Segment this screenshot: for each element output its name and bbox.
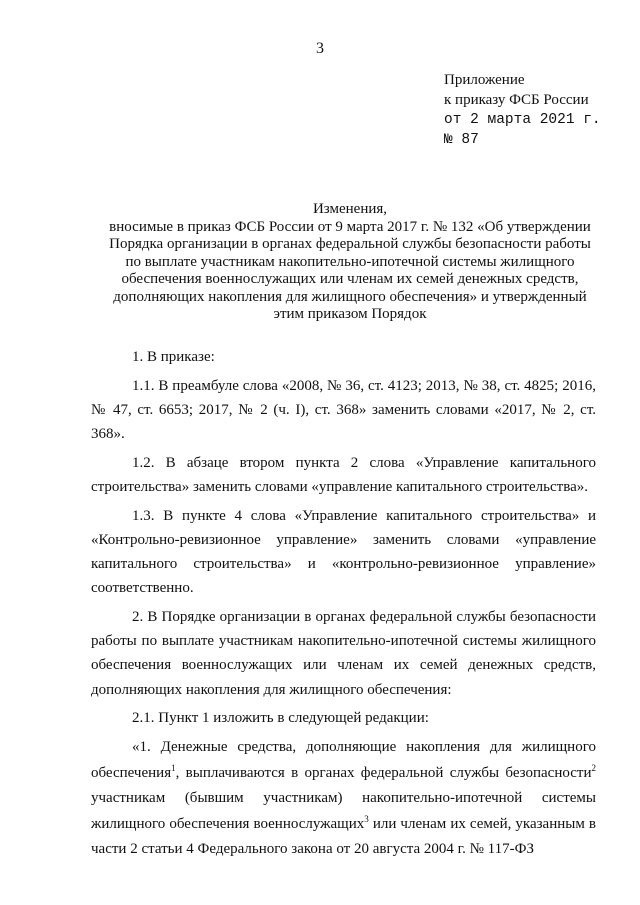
document-body [91,345,596,867]
paragraph-quote [91,735,596,863]
footnote-ref-2: 2 [591,762,596,773]
quote-part-3: участникам (бывшим участникам) накопительно-ипотечной системы жилищного обеспечения военнослужащих [91,790,596,832]
title-line-7: этим приказом Порядок [273,306,427,322]
paragraph-1: 1. В приказе: [132,349,215,365]
attachment-date: от 2 марта 2021 г. [444,112,601,128]
paragraph-1-3: 1.3. В пункте 4 слова «Управление капитального строительства» и «Контрольно-ревизионное управление» заменить словами «управление капитального строительства» и «контрольно-ревизионное управление» соответственно. [91,507,596,597]
paragraph-1-2: 1.2. В абзаце втором пункта 2 слова «Управление капитального строительства» заменить словами «управление капитального строительства». [91,454,596,496]
footnote-ref-1: 1 [171,762,176,773]
document-title [80,201,620,324]
footnote-ref-3: 3 [364,813,369,824]
title-line-5: обеспечения военнослужащих или членам их семей денежных средств, [121,271,579,287]
attachment-label: Приложение [444,72,525,88]
title-line-6: дополняющих накопления для жилищного обеспечения» и утвержденный [113,288,587,305]
attachment-number: № 87 [444,132,479,148]
quote-part-4: или членам их семей, указанным в части 2 статьи 4 Федерального закона от 20 августа 2004 г. № 117-ФЗ [91,815,596,858]
paragraph-2-1: 2.1. Пункт 1 изложить в следующей редакции: [132,710,429,727]
title-line-3: Порядка организации в органах федеральной службы безопасности работы [109,236,591,252]
paragraph-2: 2. В Порядке организации в органах федеральной службы безопасности работы по выплате участникам накопительно-ипотечной системы жилищного обеспечения военнослужащих или членам их семей денежных средств, дополняющих накопления для жилищного обеспечения: [91,609,596,698]
quote-part-2: , выплачиваются в органах федеральной службы безопасности [175,764,592,781]
quote-part-1: «1. Денежные средства, дополняющие накопления для жилищного обеспечения [91,739,596,781]
attachment-order-ref: к приказу ФСБ России [444,92,589,108]
title-line-2: вносимые в приказ ФСБ России от 9 марта 2017 г. № 132 «Об утверждении [109,218,591,235]
title-line-4: по выплате участникам накопительно-ипотечной системы жилищного [125,253,575,270]
title-line-1: Изменения, [312,201,388,217]
page-number: 3 [316,40,324,57]
paragraph-1-1: 1.1. В преамбуле слова «2008, № 36, ст. 4123; 2013, № 38, ст. 4825; 2016, № 47, ст. 6653; 2017, № 2 (ч. I), ст. 368» заменить словами «2017, № 2, ст. 368». [91,377,596,443]
attachment-block [444,70,601,150]
